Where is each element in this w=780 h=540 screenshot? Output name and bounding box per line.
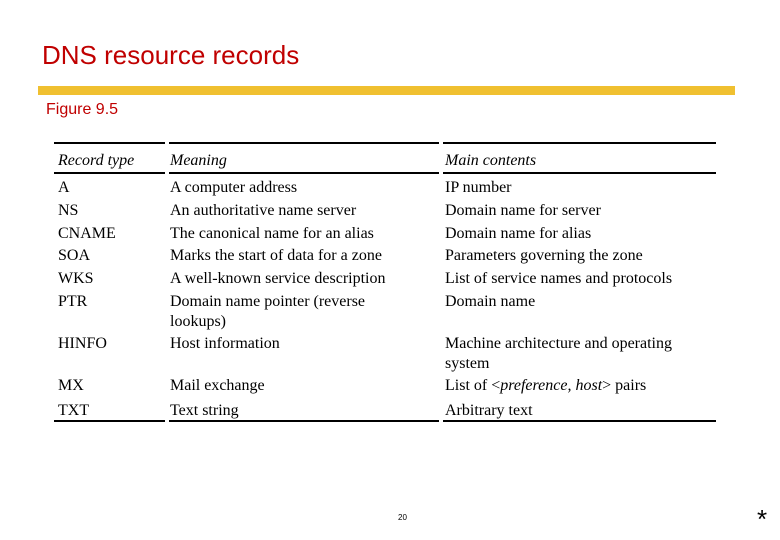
table-header-rule <box>54 172 716 174</box>
contents-suffix: > pairs <box>602 377 647 394</box>
slide-title: DNS resource records <box>42 40 300 70</box>
meaning-cell: The canonical name for an alias <box>170 225 374 242</box>
corner-asterisk: * <box>757 504 768 534</box>
contents-cell <box>445 376 715 396</box>
meaning-cell: Domain name pointer (reverse lookups) <box>170 293 366 330</box>
contents-cell: Parameters governing the zone <box>445 247 643 264</box>
contents-prefix: List of < <box>445 377 501 394</box>
contents-cell: Domain name for alias <box>445 225 592 242</box>
contents-cell: Domain name <box>445 293 536 310</box>
header-main-contents: Main contents <box>445 152 537 169</box>
table-top-rule <box>54 142 716 144</box>
title-underline-bar <box>38 86 735 95</box>
contents-cell: List of service names and protocols <box>445 270 673 287</box>
record-type-cell: WKS <box>58 270 94 287</box>
meaning-cell: An authoritative name server <box>170 202 357 219</box>
record-type-cell: MX <box>58 377 84 394</box>
header-meaning: Meaning <box>170 152 227 169</box>
record-type-cell: NS <box>58 202 79 219</box>
column-gap <box>439 139 443 425</box>
contents-cell: Arbitrary text <box>445 402 533 419</box>
record-type-cell: SOA <box>58 247 91 264</box>
column-gap <box>165 139 169 425</box>
contents-italic: preference, host <box>500 377 603 394</box>
meaning-cell: Text string <box>170 402 239 419</box>
record-type-cell: A <box>58 179 70 196</box>
record-type-cell: CNAME <box>58 225 116 242</box>
meaning-cell: Marks the start of data for a zone <box>170 247 382 264</box>
contents-cell: Domain name for server <box>445 202 601 219</box>
contents-cell: IP number <box>445 179 512 196</box>
meaning-cell: A well-known service description <box>170 270 386 287</box>
meaning-cell: Host information <box>170 335 280 352</box>
header-record-type: Record type <box>58 152 135 169</box>
meaning-cell: Mail exchange <box>170 377 265 394</box>
record-type-cell: HINFO <box>58 335 107 352</box>
record-type-cell: TXT <box>58 402 90 419</box>
contents-cell: Machine architecture and operating system <box>445 335 672 372</box>
record-type-cell: PTR <box>58 293 88 310</box>
figure-label: Figure 9.5 <box>46 101 119 118</box>
page-number: 20 <box>398 513 407 522</box>
meaning-cell: A computer address <box>170 179 298 196</box>
